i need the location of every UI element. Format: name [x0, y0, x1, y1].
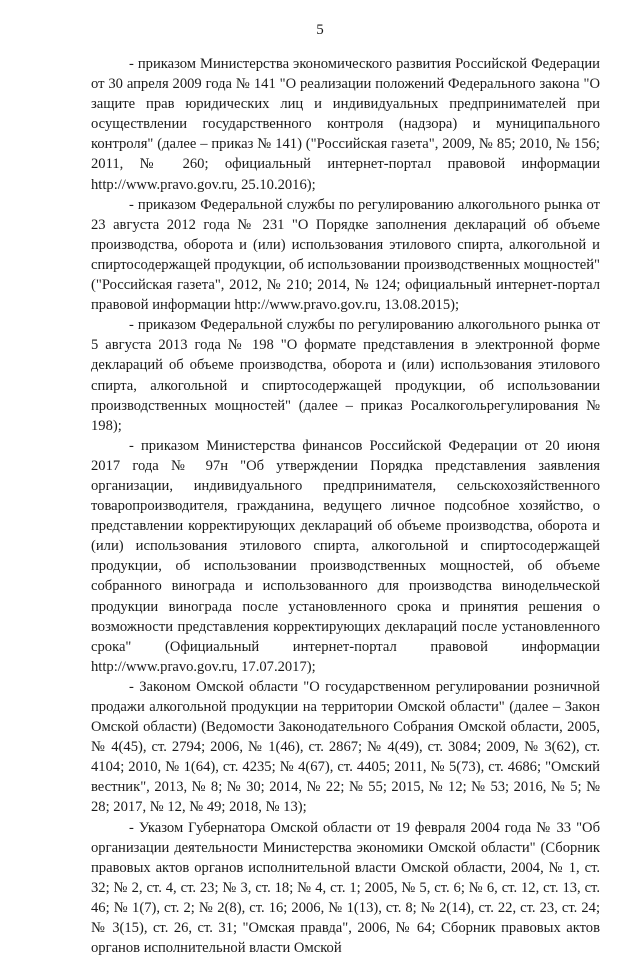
paragraph-omsk-law: - Законом Омской области "О государственном регулировании розничной продажи алкогольной продукции на территории Омской области" (далее – Закон Омской области) (Ведомости Законодательного Собрания Омской области, 2005, № 4(45), ст. 2794; 2006, № 1(46), ст. 2867; № 4(49), ст. 3084; 2009, № 3(62), ст. 4104; 2010, № 1(64), ст. 4235; № 4(67), ст. 4405; 2011, № 5(73), ст. 4686; "Омский вестник", 2013, № 8; № 30; 2014, № 22; № 55; 2015, № 12; № 53; 2016, № 5; № 28; 2017, № 12, № 49; 2018, № 13);	[91, 678, 600, 816]
document-body	[91, 54, 600, 958]
page-number: 5	[316, 22, 324, 38]
paragraph-order-231: - приказом Федеральной службы по регулированию алкогольного рынка от 23 августа 2012 года № 231 "О Порядке заполнения деклараций об объеме производства, оборота и (или) использования этилового спирта, алкогольной и спиртосодержащей продукции, об использовании производственных мощностей" ("Российская газета", 2012, № 210; 2014, № 124; официальный интернет-портал правовой информации http://www.pravo.gov.ru, 13.08.2015);	[91, 196, 600, 314]
paragraph-order-141: - приказом Министерства экономического развития Российской Федерации от 30 апреля 2009 года № 141 "О реализации положений Федерального закона "О защите прав юридических лиц и индивидуальных предпринимателей при осуществлении государственного контроля (надзора) и муниципального контроля" (далее – приказ № 141) ("Российская газета", 2009, № 85; 2010, № 156; 2011, № 260; официальный интернет-портал правовой информации http://www.pravo.gov.ru, 25.10.2016);	[91, 56, 600, 193]
paragraph-order-198: - приказом Федеральной службы по регулированию алкогольного рынка от 5 августа 2013 года № 198 "О формате представления в электронной форме деклараций об объеме производства, оборота и (или) использования этилового спирта, алкогольной и спиртосодержащей продукции, об использовании производственных мощностей" (далее – приказ Росалкогольрегулирования № 198);	[91, 317, 600, 434]
paragraph-order-97n: - приказом Министерства финансов Российской Федерации от 20 июня 2017 года № 97н "Об утверждении Порядка представления заявления организации, индивидуального предпринимателя, сельскохозяйственного товаропроизводителя, гражданина, ведущего личное подсобное хозяйство, о представлении корректирующих деклараций об объеме производства, оборота и (или) использования этилового спирта, алкогольной и спиртосодержащей продукции, об использовании производственных мощностей, об объеме собранного винограда и использованного для производства винодельческой продукции винограда после установленного срока и принятия решения о возможности представления корректирующих деклараций после установленного срока" (Официальный интернет-портал правовой информации http://www.pravo.gov.ru, 17.07.2017);	[91, 437, 600, 675]
paragraph-governor-decree: - Указом Губернатора Омской области от 19 февраля 2004 года № 33 "Об организации деятельности Министерства экономики Омской области" (Сборник правовых актов органов исполнительной власти Омской области, 2004, № 1, ст. 32; № 2, ст. 4, ст. 23; № 3, ст. 18; № 4, ст. 1; 2005, № 5, ст. 6; № 6, ст. 12, ст. 13, ст. 46; № 1(7), ст. 2; № 2(8), ст. 16; 2006, № 1(13), ст. 8; № 2(14), ст. 22, ст. 23, ст. 24; № 3(15), ст. 26, ст. 31; "Омская правда", 2006, № 64; Сборник правовых актов органов исполнительной власти Омской	[91, 819, 600, 957]
